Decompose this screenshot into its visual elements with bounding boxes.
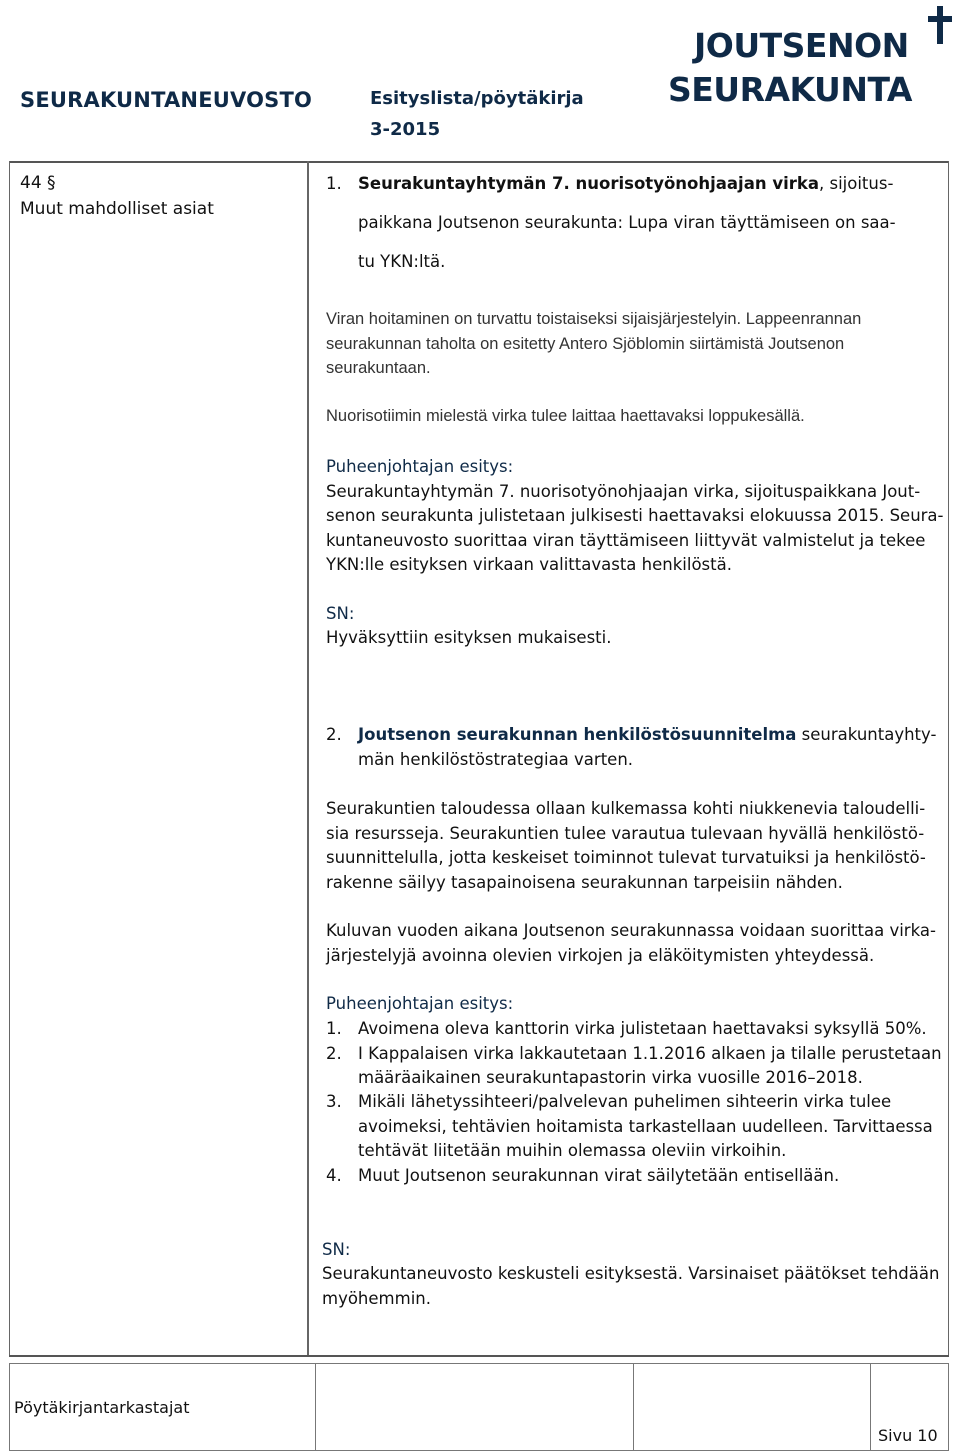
table-top-border xyxy=(9,161,949,163)
table-column-divider xyxy=(307,161,309,1355)
item2-title-rest: seurakuntayhty- xyxy=(796,725,937,744)
list-item-number: 4. xyxy=(326,1166,342,1185)
signature-divider xyxy=(315,1363,316,1451)
item2-p2-line2: järjestelyjä avoinna olevien virkojen ja eläköitymisten yhteydessä. xyxy=(326,946,875,965)
item1-proposal-line2: senon seurakunta julistetaan julkisesti haettavaksi elokuussa 2015. Seura- xyxy=(326,506,944,525)
table-left-border xyxy=(9,161,10,1355)
section-title: Muut mahdolliset asiat xyxy=(20,199,214,219)
list-item-number: 2. xyxy=(326,1044,342,1063)
list-item-text: tehtävät liitetään muihin olemassa oleviin virkoihin. xyxy=(358,1141,787,1160)
item1-p1-line3: seurakuntaan. xyxy=(326,359,431,377)
item1-title-line3: tu YKN:ltä. xyxy=(358,252,446,271)
item2-sn-line1: Seurakuntaneuvosto keskusteli esityksestä. Varsinaiset päätökset tehdään xyxy=(322,1264,940,1283)
meeting-number: 3-2015 xyxy=(370,119,441,140)
item1-sn-heading: SN: xyxy=(326,604,355,623)
item2-p1-line3: suunnittelulla, jotta keskeiset toiminnot tulevat turvatuiksi ja henkilöstö- xyxy=(326,848,926,867)
item2-title-line2: män henkilöstöstrategiaa varten. xyxy=(358,750,634,769)
section-number: 44 § xyxy=(20,173,56,193)
cross-icon xyxy=(926,4,954,46)
parish-logo xyxy=(668,4,958,114)
table-right-border xyxy=(948,161,949,1355)
item1-p1-line1: Viran hoitaminen on turvattu toistaiseksi sijaisjärjestelyin. Lappeenrannan xyxy=(326,310,862,328)
item2-p1-line4: rakenne säilyy tasapainoisena seurakunnan tarpeisiin nähden. xyxy=(326,873,843,892)
item2-p1-line2: sia resursseja. Seurakuntien tulee varautua tulevaan hyvällä henkilöstö- xyxy=(326,824,925,843)
list-item-text: avoimeksi, tehtävien hoitamista tarkastellaan uudelleen. Tarvittaessa xyxy=(358,1117,933,1136)
item2-number: 2. xyxy=(326,725,342,744)
item1-title-line2: paikkana Joutsenon seurakunta: Lupa viran täyttämiseen on saa- xyxy=(358,213,896,232)
item1-sn-text: Hyväksyttiin esityksen mukaisesti. xyxy=(326,628,612,647)
logo-line-2: SEURAKUNTA xyxy=(668,70,912,109)
list-item-text: Mikäli lähetyssihteeri/palvelevan puhelimen sihteerin virka tulee xyxy=(358,1092,892,1111)
item1-proposal-line1: Seurakuntayhtymän 7. nuorisotyönohjaajan virka, sijoituspaikkana Jout- xyxy=(326,482,921,501)
item1-proposal-line4: YKN:lle esityksen virkaan valittavasta henkilöstä. xyxy=(326,555,732,574)
item2-sn-line2: myöhemmin. xyxy=(322,1289,431,1308)
reviewers-label: Pöytäkirjantarkastajat xyxy=(14,1398,190,1417)
item1-p1-line2: seurakunnan taholta on esitetty Antero Sjöblomin siirtämistä Joutsenon xyxy=(326,335,845,353)
item2-p1-line1: Seurakuntien taloudessa ollaan kulkemassa kohti niukkenevia taloudelli- xyxy=(326,799,926,818)
list-item-number: 1. xyxy=(326,1019,342,1038)
item1-number: 1. xyxy=(326,174,342,193)
item1-title xyxy=(358,172,893,196)
item1-title-bold: Seurakuntayhtymän 7. nuorisotyönohjaajan virka xyxy=(358,174,819,193)
list-item-text: määräaikainen seurakuntapastorin virka vuosille 2016–2018. xyxy=(358,1068,863,1087)
item1-title-rest: , sijoitus- xyxy=(818,174,894,193)
list-item-text: I Kappalaisen virka lakkautetaan 1.1.2016 alkaen ja tilalle perustetaan xyxy=(358,1044,942,1063)
item1-proposal-line3: kuntaneuvosto suorittaa viran täyttämiseen liittyvät valmistelut ja tekee xyxy=(326,531,926,550)
item2-proposal-heading: Puheenjohtajan esitys: xyxy=(326,994,514,1013)
organization-title: SEURAKUNTANEUVOSTO xyxy=(20,88,313,112)
document-type: Esityslista/pöytäkirja xyxy=(370,88,584,109)
item2-sn-heading: SN: xyxy=(322,1240,351,1259)
item2-title xyxy=(358,723,936,747)
list-item-number: 3. xyxy=(326,1092,342,1111)
item2-title-bold: Joutsenon seurakunnan henkilöstösuunnitelma xyxy=(358,725,797,744)
item1-p2: Nuorisotiimin mielestä virka tulee laittaa haettavaksi loppukesällä. xyxy=(326,407,805,425)
table-bottom-border xyxy=(9,1355,949,1357)
list-item-text: Avoimena oleva kanttorin virka julistetaan haettavaksi syksyllä 50%. xyxy=(358,1019,927,1038)
item1-proposal-heading: Puheenjohtajan esitys: xyxy=(326,457,514,476)
page-number: Sivu 10 xyxy=(878,1426,938,1445)
list-item-text: Muut Joutsenon seurakunnan virat säilytetään entisellään. xyxy=(358,1166,840,1185)
logo-line-1: JOUTSENON xyxy=(694,26,909,65)
signature-divider xyxy=(633,1363,634,1451)
item2-p2-line1: Kuluvan vuoden aikana Joutsenon seurakunnassa voidaan suorittaa virka- xyxy=(326,921,936,940)
signature-divider xyxy=(870,1363,871,1451)
